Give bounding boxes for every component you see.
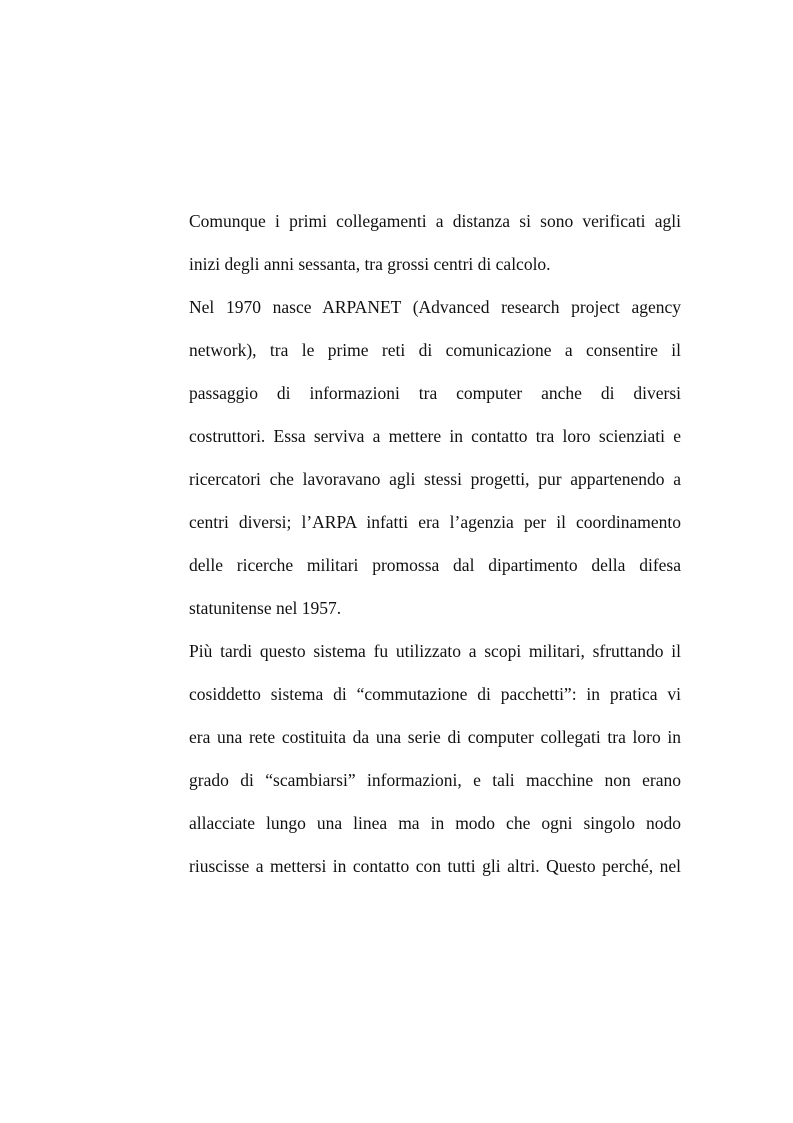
text-line: costruttori. Essa serviva a mettere in contatto tra loro scienziati e [189, 426, 681, 446]
body-text [189, 200, 681, 888]
text-line: centri diversi; l’ARPA infatti era l’agenzia per il coordinamento [189, 512, 681, 532]
text-line: grado di “scambiarsi” informazioni, e tali macchine non erano [189, 770, 681, 790]
text-line: cosiddetto sistema di “commutazione di pacchetti”: in pratica vi [189, 684, 681, 704]
text-line: ricercatori che lavoravano agli stessi progetti, pur appartenendo a [189, 469, 681, 489]
text-line: passaggio di informazioni tra computer anche di diversi [189, 383, 681, 403]
text-line: era una rete costituita da una serie di computer collegati tra loro in [189, 727, 681, 747]
text-line: statunitense nel 1957. [189, 598, 342, 618]
text-line: allacciate lungo una linea ma in modo che ogni singolo nodo [189, 813, 681, 833]
text-line: network), tra le prime reti di comunicazione a consentire il [189, 340, 681, 360]
text-line: Comunque i primi collegamenti a distanza si sono verificati agli [189, 211, 681, 231]
text-line: Più tardi questo sistema fu utilizzato a scopi militari, sfruttando il [189, 641, 681, 661]
text-line: Nel 1970 nasce ARPANET (Advanced research project agency [189, 297, 681, 317]
text-line: inizi degli anni sessanta, tra grossi centri di calcolo. [189, 254, 551, 274]
text-line: delle ricerche militari promossa dal dipartimento della difesa [189, 555, 681, 575]
text-line: riuscisse a mettersi in contatto con tutti gli altri. Questo perché, nel [189, 856, 681, 876]
